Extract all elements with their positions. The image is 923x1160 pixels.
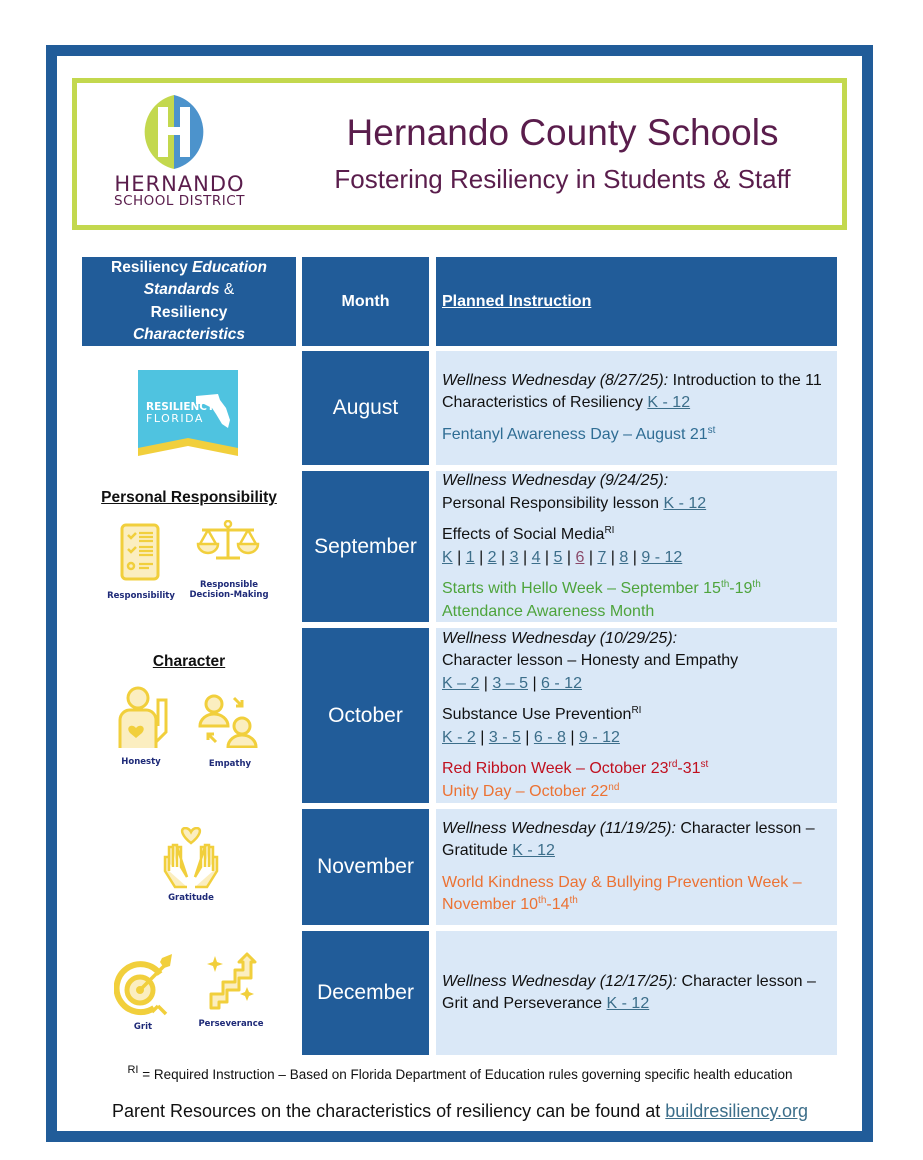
wellness-wednesday-label: Wellness Wednesday <box>442 819 596 837</box>
resiliency-florida-badge <box>138 370 238 456</box>
icon-label-gratitude: Gratitude <box>168 893 214 903</box>
required-instruction-mark: RI <box>631 705 642 717</box>
grade-link-9-12[interactable]: 9 - 12 <box>578 728 620 746</box>
wellness-wednesday-label: Wellness Wednesday <box>442 629 596 647</box>
lesson-text: Personal Responsibility lesson <box>442 494 664 512</box>
grade-link-6[interactable]: 6 <box>575 548 585 566</box>
month-cell-august: August <box>302 351 429 465</box>
icon-label-empathy: Empathy <box>208 759 252 769</box>
header-text: Education <box>192 258 267 276</box>
instruction-cell-november: Wellness Wednesday (11/19/25): Character lesson – Gratitude K - 12 World Kindness Day & Bullying Prevention Week – November 10th-14th <box>436 809 837 925</box>
event-text: Starts with Hello Week – September 15 <box>442 580 721 597</box>
svg-text:FLORIDA: FLORIDA <box>146 412 204 425</box>
checklist-icon <box>120 523 160 581</box>
parent-resources-line <box>80 1101 840 1122</box>
lesson-text: Character lesson – Honesty and Empathy <box>442 652 739 670</box>
honesty-icon <box>116 686 174 750</box>
ri-mark: RI <box>127 1064 139 1076</box>
wellness-wednesday-label: Wellness Wednesday <box>442 472 596 489</box>
instruction-cell-december <box>436 931 837 1055</box>
lesson-text: Character lesson – Gratitude <box>442 819 815 859</box>
category-title: Character <box>152 653 226 670</box>
event-text: World Kindness Day & Bullying Prevention Week – November 10 <box>442 873 802 913</box>
category-character <box>82 653 296 671</box>
header-text: Resiliency <box>111 258 193 276</box>
month-cell-december: December <box>302 931 429 1055</box>
footnote-text: = Required Instruction – Based on Florida Department of Education rules governing specific health education <box>138 1067 793 1082</box>
scales-icon <box>196 520 260 562</box>
wellness-wednesday-label: Wellness Wednesday <box>442 972 596 990</box>
column-header-month: Month <box>302 257 429 346</box>
icon-label-responsible-decision-making: Responsible Decision-Making <box>189 580 269 600</box>
grade-link-k[interactable]: K <box>442 548 453 566</box>
header-text: & <box>219 281 235 298</box>
icon-label-perseverance: Perseverance <box>198 1019 264 1029</box>
empathy-icon <box>198 692 262 748</box>
h-logo-icon <box>134 93 214 171</box>
icon-label-grit: Grit <box>133 1022 153 1032</box>
grade-link-7[interactable]: 7 <box>597 548 607 566</box>
logo-wordmark: HERNANDO <box>114 172 245 196</box>
month-cell-october: October <box>302 628 429 803</box>
lesson-text: Character lesson – Grit and Perseverance <box>442 972 816 1012</box>
wellness-date: (12/17/25): <box>599 972 678 990</box>
instruction-cell-october: Wellness Wednesday (10/29/25): Character lesson – Honesty and Empathy K – 2 | 3 – 5 | 6 - 12 Substance Use Prevention$^{RI}$ K - 2 | 3 - 5 | 6 - 8 | 9 - 12 Red Ribbon Week – October 23rd-31st Unity Day – October 22nd <box>436 628 837 803</box>
month-cell-november: November <box>302 809 429 925</box>
wellness-date: (8/27/25): <box>599 371 669 389</box>
instruction-cell-september: Wellness Wednesday (9/24/25): Personal Responsibility lesson K - 12 Effects of Social Media$^{RI}$ K | 1 | 2 | 3 | 4 | 5 | 6 | 7 | 8 | 9 - 12 Starts with Hello Week – September 15th-19th Attendance Awareness Month <box>436 471 837 622</box>
lesson-title: Effects of Social Media <box>442 526 605 543</box>
grade-link-k-12[interactable]: K - 12 <box>647 394 691 412</box>
page-subtitle: Fostering Resiliency in Students & Staff <box>334 164 791 194</box>
ordinal-suffix: st <box>707 424 716 436</box>
buildresiliency-link[interactable]: buildresiliency.org <box>665 1101 809 1121</box>
icon-label-honesty: Honesty <box>121 757 161 767</box>
header-text: Standards <box>143 281 220 298</box>
column-header-planned-instruction: Planned Instruction <box>436 257 837 346</box>
grade-link-k-2[interactable]: K - 2 <box>442 728 476 746</box>
grade-link-2[interactable]: 2 <box>487 548 497 566</box>
category-title: Personal Responsibility <box>101 489 277 506</box>
grade-link-3-5[interactable]: 3 – 5 <box>492 674 528 692</box>
wellness-date: (11/19/25): <box>599 819 676 837</box>
page-title: Hernando County Schools <box>346 112 779 153</box>
svg-text:RESILIENCY: RESILIENCY <box>146 401 215 413</box>
event-text: Attendance Awareness Month <box>442 602 655 620</box>
grade-link-4[interactable]: 4 <box>531 548 541 566</box>
grade-link-k-12[interactable]: K - 12 <box>663 494 707 512</box>
perseverance-stairs-icon <box>205 952 261 1014</box>
instruction-cell-august <box>436 351 837 465</box>
wellness-wednesday-label: Wellness Wednesday <box>442 371 596 389</box>
header-text: Resiliency <box>150 303 228 321</box>
grade-link-6-12[interactable]: 6 - 12 <box>541 674 582 692</box>
hernando-logo <box>86 93 272 217</box>
grade-link-5[interactable]: 5 <box>553 548 563 566</box>
month-cell-september: September <box>302 471 429 622</box>
category-personal-responsibility <box>82 489 296 507</box>
wellness-date: (9/24/25): <box>599 472 669 489</box>
grade-link-3[interactable]: 3 <box>509 548 519 566</box>
grade-link-1[interactable]: 1 <box>465 548 475 566</box>
grade-link-8[interactable]: 8 <box>619 548 629 566</box>
lesson-text: Introduction to the 11 Characteristics of Resiliency <box>442 371 822 412</box>
grade-link-9-12[interactable]: 9 - 12 <box>641 548 683 566</box>
column-header-standards <box>82 257 296 346</box>
event-unity-day: Unity Day – October 22nd <box>442 781 620 800</box>
parent-resources-text: Parent Resources on the characteristics of resiliency can be found at <box>111 1101 666 1121</box>
event-red-ribbon: Red Ribbon Week – October 23rd-31st <box>442 759 709 778</box>
gratitude-icon <box>161 827 221 889</box>
grade-link-k-2[interactable]: K – 2 <box>442 674 480 692</box>
grade-link-6-8[interactable]: 6 - 8 <box>533 728 566 746</box>
grade-link-k-12[interactable]: K - 12 <box>606 995 650 1012</box>
header-text: Characteristics <box>132 326 245 343</box>
icon-label-responsibility: Responsibility <box>107 591 175 601</box>
grit-target-icon <box>114 952 176 1016</box>
required-instruction-footnote <box>80 1064 840 1082</box>
event-text: Fentanyl Awareness Day – August 21 <box>442 425 708 443</box>
logo-subtext: SCHOOL DISTRICT <box>114 193 245 209</box>
required-instruction-mark: RI <box>604 525 615 536</box>
grade-link-k-12[interactable]: K - 12 <box>512 842 555 859</box>
wellness-date: (10/29/25): <box>599 629 678 647</box>
grade-link-3-5[interactable]: 3 - 5 <box>488 728 521 746</box>
lesson-title: Substance Use Prevention <box>442 706 632 724</box>
